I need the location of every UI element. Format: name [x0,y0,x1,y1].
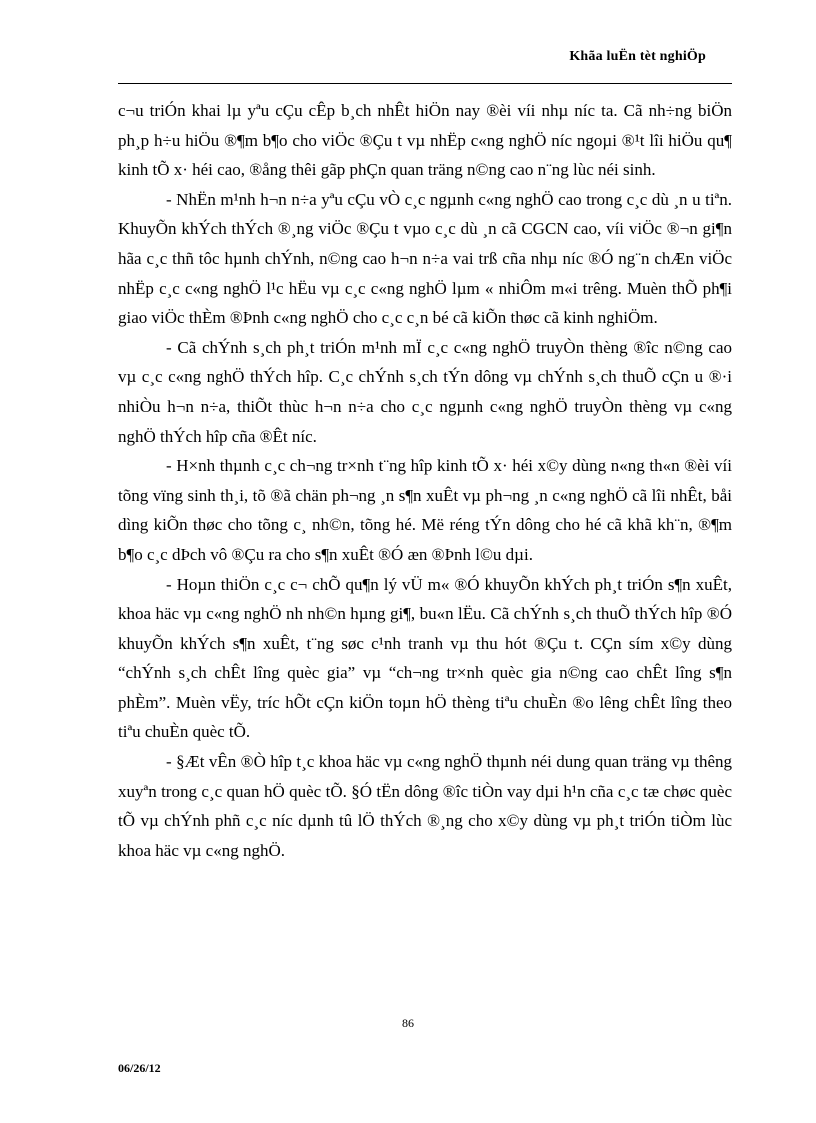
header-title: Khãa luËn tèt nghiÖp [569,49,706,64]
paragraph-4: - H×nh thµnh c¸c ch¬ng tr×nh t¨ng hîp kinh tÕ x· héi x©y dùng n«ng th«n ®èi víi tõng vïng sinh th¸i, tõ ®ã chän ph¬ng ¸n s¶n xuÊt vµ ph¬ng ¸n c«ng nghÖ cã lîi nhÊt, båi dìng kiÕn thøc cho tõng c¸ nh©n, tõng hé. Më réng tÝn dông cho hé cã khã kh¨n, ®¶m b¶o c¸c dÞch vô ®Çu ra cho s¶n xuÊt ®Ó æn ®Þnh l©u dµi. [118,456,732,564]
body-text [118,96,732,865]
footer-date: 06/26/12 [118,1061,161,1075]
page-number: 86 [402,1016,414,1030]
paragraph-3: - Cã chÝnh s¸ch ph¸t triÓn m¹nh mÏ c¸c c«ng nghÖ truyÒn thèng ®îc n©ng cao vµ c¸c c«ng nghÖ thÝch hîp. C¸c chÝnh s¸ch tÝn dông vµ chÝnh s¸ch thuÕ cÇn u ®·i nhiÒu h¬n n÷a, thiÕt thùc h¬n n÷a cho c¸c ngµnh c«ng nghÖ truyÒn thèng vµ c«ng nghÖ thÝch hîp cña ®Êt níc. [118,337,732,446]
paragraph-5: - Hoµn thiÖn c¸c c¬ chÕ qu¶n lý vÜ m« ®Ó khuyÕn khÝch ph¸t triÓn s¶n xuÊt, khoa häc vµ c«ng nghÖ nh nh©n hµng gi¶, bu«n lËu. Cã chÝnh s¸ch thuÕ thÝch hîp ®Ó khuyÕn khÝch s¶n xuÊt, t¨ng søc c¹nh tranh vµ thu hót ®Çu t. CÇn sím x©y dùng “chÝnh s¸ch chÊt lîng quèc gia” vµ “ch¬ng tr×nh quèc gia n©ng cao chÊt lîng s¶n phÈm”. Muèn vËy, tríc hÕt cÇn kiÖn toµn hÖ thèng tiªu chuÈn ®o lêng chÊt lîng theo tiªu chuÈn quèc tÕ. [118,574,732,742]
paragraph-1: c¬u triÓn khai lµ yªu cÇu cÊp b¸ch nhÊt hiÖn nay ®èi víi nhµ níc ta. Cã nh÷ng biÖn ph¸p h÷u hiÖu ®¶m b¶o cho viÖc ®Çu t vµ nhËp c«ng nghÖ níc ngoµi ®¹t lîi hiÖu qu¶ kinh tÕ x· héi cao, ®ång thêi gãp phÇn quan träng n©ng cao n¨ng lùc néi sinh. [118,101,732,180]
paragraph-2: - NhËn m¹nh h¬n n÷a yªu cÇu vÒ c¸c ngµnh c«ng nghÖ cao trong c¸c dù ¸n u tiªn. KhuyÕn khÝch thÝch ®¸ng viÖc ®Çu t vµo c¸c dù ¸n cã CGCN cao, víi viÖc ®¬n gi¶n hãa c¸c thñ tôc hµnh chÝnh, n©ng cao h¬n n÷a vai trß cña nhµ níc ®Ó ng¨n chÆn viÖc nhËp c¸c c«ng nghÖ l¹c hËu vµ c¸c c«ng nghÖ lµm « nhiÔm m«i trêng. Muèn thÕ ph¶i giao viÖc thÈm ®Þnh c«ng nghÖ cho c¸c c¸n bé cã kiÕn thøc cã kinh nghiÖm. [118,189,732,328]
header-divider [118,83,732,84]
paragraph-6: - §Æt vÊn ®Ò hîp t¸c khoa häc vµ c«ng nghÖ thµnh néi dung quan träng vµ thêng xuyªn trong c¸c quan hÖ quèc tÕ. §Ó tËn dông ®îc tiÒn vay dµi h¹n cña c¸c tæ chøc quèc tÕ vµ chÝnh phñ c¸c níc dµnh tû lÖ thÝch ®¸ng cho x©y dùng vµ ph¸t triÓn tiÒm lùc khoa häc vµ c«ng nghÖ. [118,752,732,860]
